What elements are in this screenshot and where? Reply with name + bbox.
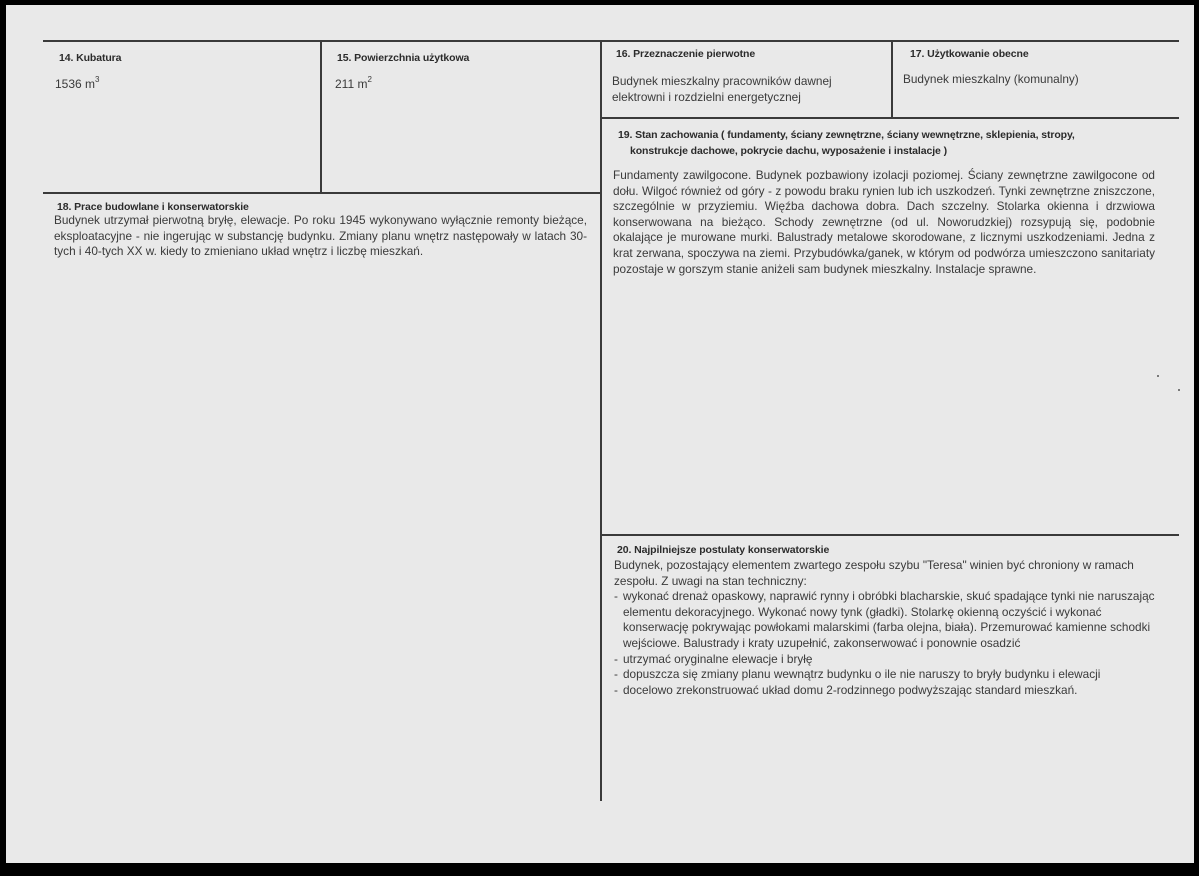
kubatura-exponent: 3 [95,75,100,84]
record-card [6,5,1194,863]
postulaty-list [614,589,1162,698]
uzytkowanie-title: 17. Użytkowanie obecne [910,48,1029,60]
scan-speck [1178,389,1180,391]
list-item: - dopuszcza się zmiany planu wewnątrz budynku o ile nie naruszy to bryły budynku i elewacji [614,667,1162,683]
postulaty-intro: Budynek, pozostający elementem zwartego zespołu szybu "Teresa" winien być chroniony w ramach zespołu. Z uwagi na stan techniczny: [614,558,1134,588]
postulaty-body [614,558,1162,698]
divider-14-15 [320,41,322,194]
uzytkowanie-text: Budynek mieszkalny (komunalny) [903,72,1079,86]
stan-text: Fundamenty zawilgocone. Budynek pozbawiony izolacji poziomej. Ściany zewnętrzne zawilgocone od dołu. Wilgoć również od góry - z powodu braku rynien lub ich uszkodzeń. Tynki zewnętrzne zniszczone, szczególnie w przyziemiu. Więźba dachowa dobra. Dach szczelny. Stolarka okienna i drzwiowa konserwowana na bieżąco. Schody zewnętrzne (od ul. Noworudzkiej) rozsypują się, podobnie okalające je murowane murki. Balustrady metalowe skorodowane, z licznymi uszkodzeniami. Jedna z krat zerwana, spoczywa na ziemi. Przybudówka/ganek, w którym od podwórza umieszczono sanitariaty pozostaje w gorszym stanie aniżeli sam budynek mieszkalny. Instalacje sprawne. [613,168,1155,276]
powierzchnia-value [335,77,372,93]
center-divider [600,41,602,801]
stan-title-line1: 19. Stan zachowania ( fundamenty, ściany zewnętrzne, ściany wewnętrzne, sklepienia, stropy, [618,129,1075,141]
divider-16-17 [891,41,893,118]
postulaty-title: 20. Najpilniejsze postulaty konserwatorskie [617,544,830,556]
top-rule [43,40,1179,42]
prace-title: 18. Prace budowlane i konserwatorskie [57,201,249,213]
powierzchnia-number: 211 m [335,77,368,91]
rule-19-20 [600,534,1179,536]
przeznaczenie-text: Budynek mieszkalny pracowników dawnej elektrowni i rozdzielni energetycznej [612,74,832,104]
scan-speck [1157,375,1159,377]
prace-text: Budynek utrzymał pierwotną bryłę, elewacje. Po roku 1945 wykonywano wyłącznie remonty bieżące, eksploatacyjne - nie ingerując w substancję budynku. Zmiany planu wnętrz następowały w latach 30-tych i 40-tych XX w. kiedy to zmieniano układ wnętrz i liczbę mieszkań. [54,213,587,259]
list-item: - docelowo zrekonstruować układ domu 2-rodzinnego podwyższając standard mieszkań. [614,683,1162,699]
kubatura-title: 14. Kubatura [59,52,122,64]
rule-16-19 [600,117,1179,119]
list-item: - wykonać drenaż opaskowy, naprawić rynny i obróbki blacharskie, skuć spadające tynki nie naruszając elementu dekoracyjnego. Wykonać nowy tynk (gładki). Stolarkę okienną oczyścić i wykonać konserwację pokrywając powłokami malarskimi (farba olejna, biała). Przemurować kamienne schodki wejściowe. Balustrady i kraty uzupełnić, zakonserwować i ponownie osadzić [614,589,1162,651]
kubatura-value [55,77,99,93]
powierzchnia-title: 15. Powierzchnia użytkowa [337,52,470,64]
list-item: - utrzymać oryginalne elewacje i bryłę [614,652,1162,668]
rule-14-18 [43,192,602,194]
przeznaczenie-title: 16. Przeznaczenie pierwotne [616,48,756,60]
powierzchnia-exponent: 2 [367,75,372,84]
scan-border [0,863,1199,876]
stan-title-line2: konstrukcje dachowe, pokrycie dachu, wyposażenie i instalacje ) [630,145,947,157]
kubatura-number: 1536 m [55,77,96,91]
